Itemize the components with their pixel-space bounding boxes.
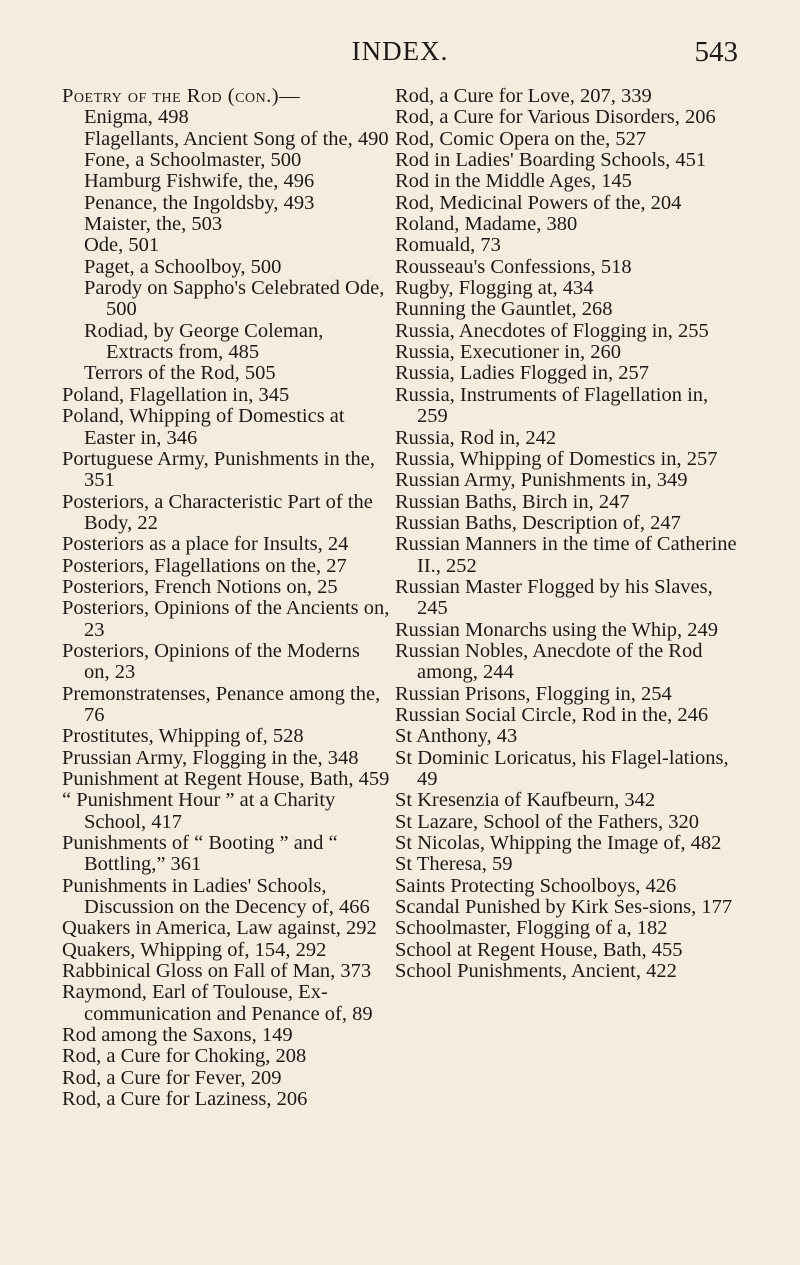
index-entry: Romuald, 73 bbox=[395, 234, 501, 257]
index-column-left bbox=[62, 86, 390, 1111]
index-subentry: Fone, a Schoolmaster, 500 bbox=[84, 149, 302, 172]
index-entry: Rugby, Flogging at, 434 bbox=[395, 277, 594, 300]
index-entry: Russian Monarchs using the Whip, 249 bbox=[395, 618, 719, 641]
index-entry: Quakers, Whipping of, 154, 292 bbox=[62, 938, 327, 961]
index-subentry: Parody on Sappho's Celebrated Ode, 500 bbox=[84, 277, 385, 321]
index-entry: Rod, Comic Opera on the, 527 bbox=[395, 127, 647, 150]
index-entry: “ Punishment Hour ” at a Charity School, 417 bbox=[62, 789, 336, 833]
index-entry: St Theresa, 59 bbox=[395, 853, 513, 876]
index-entry: Russia, Ladies Flogged in, 257 bbox=[395, 362, 649, 385]
index-entry: Russian Nobles, Anecdote of the Rod among, 244 bbox=[395, 639, 703, 684]
index-entry: Punishments in Ladies' Schools, Discussion on the Decency of, 466 bbox=[62, 874, 370, 919]
index-entry: Schoolmaster, Flogging of a, 182 bbox=[395, 917, 668, 940]
index-entry: Rousseau's Confessions, 518 bbox=[395, 255, 632, 278]
subentry-list bbox=[62, 107, 390, 384]
index-entry: Prussian Army, Flogging in the, 348 bbox=[62, 746, 359, 769]
index-entry: School at Regent House, Bath, 455 bbox=[395, 938, 683, 961]
running-title: INDEX. bbox=[351, 36, 449, 66]
index-entry: St Kresenzia of Kaufbeurn, 342 bbox=[395, 789, 656, 812]
index-subentry: Paget, a Schoolboy, 500 bbox=[84, 255, 282, 278]
index-entry: Russian Prisons, Flogging in, 254 bbox=[395, 682, 672, 705]
index-entry: Russian Baths, Birch in, 247 bbox=[395, 490, 630, 513]
entry-list-left bbox=[62, 385, 390, 1111]
index-entry: Russia, Anecdotes of Flogging in, 255 bbox=[395, 319, 709, 342]
index-entry: Rod, a Cure for Choking, 208 bbox=[62, 1045, 307, 1068]
index-entry: St Anthony, 43 bbox=[395, 725, 518, 748]
index-entry: Rod, Medicinal Powers of the, 204 bbox=[395, 191, 682, 214]
index-entry: Saints Protecting Schoolboys, 426 bbox=[395, 874, 677, 897]
index-entry: Rabbinical Gloss on Fall of Man, 373 bbox=[62, 960, 372, 983]
index-entry: Raymond, Earl of Toulouse, Ex-communication and Penance of, 89 bbox=[62, 981, 373, 1025]
index-entry: St Dominic Loricatus, his Flagel-lations, 49 bbox=[395, 746, 729, 790]
index-entry: Rod among the Saxons, 149 bbox=[62, 1024, 293, 1047]
index-subentry: Flagellants, Ancient Song of the, 490 bbox=[84, 127, 389, 150]
index-entry: Rod, a Cure for Laziness, 206 bbox=[62, 1088, 308, 1111]
index-entry: Russian Master Flogged by his Slaves, 245 bbox=[395, 575, 713, 620]
index-entry: Russian Social Circle, Rod in the, 246 bbox=[395, 703, 709, 726]
index-subentry: Enigma, 498 bbox=[84, 106, 189, 129]
index-subentry: Maister, the, 503 bbox=[84, 213, 223, 236]
index-entry: Rod in Ladies' Boarding Schools, 451 bbox=[395, 149, 707, 172]
index-entry: Roland, Madame, 380 bbox=[395, 213, 578, 236]
index-entry: Russia, Executioner in, 260 bbox=[395, 341, 622, 364]
index-subentry: Ode, 501 bbox=[84, 234, 160, 257]
index-entry: Posteriors, Flagellations on the, 27 bbox=[62, 554, 347, 577]
index-entry: Scandal Punished by Kirk Ses-sions, 177 bbox=[395, 896, 733, 919]
index-entry: Posteriors, French Notions on, 25 bbox=[62, 575, 338, 598]
index-entry: Poland, Flagellation in, 345 bbox=[62, 383, 290, 406]
index-column-right bbox=[395, 86, 740, 982]
index-entry: Russian Army, Punishments in, 349 bbox=[395, 469, 688, 492]
index-entry: Punishment at Regent House, Bath, 459 bbox=[62, 768, 390, 790]
index-entry: Portuguese Army, Punishments in the, 351 bbox=[62, 447, 375, 492]
index-entry: Poland, Whipping of Domestics at Easter in, 346 bbox=[62, 405, 345, 449]
index-subentry: Terrors of the Rod, 505 bbox=[84, 362, 276, 385]
index-subentry: Penance, the Ingoldsby, 493 bbox=[84, 191, 315, 214]
index-entry: Quakers in America, Law against, 292 bbox=[62, 917, 377, 940]
index-heading bbox=[62, 86, 390, 107]
index-entry: Posteriors as a place for Insults, 24 bbox=[62, 533, 349, 556]
index-entry: Prostitutes, Whipping of, 528 bbox=[62, 725, 304, 748]
index-entry: Posteriors, a Characteristic Part of the Body, 22 bbox=[62, 490, 373, 534]
index-entry: Rod, a Cure for Various Disorders, 206 bbox=[395, 106, 716, 129]
index-entry: Punishments of “ Booting ” and “ Bottling,” 361 bbox=[62, 832, 338, 876]
index-entry: Running the Gauntlet, 268 bbox=[395, 298, 613, 321]
page-number: 543 bbox=[694, 36, 738, 68]
index-entry: Rod, a Cure for Love, 207, 339 bbox=[395, 85, 652, 107]
index-entry: Rod in the Middle Ages, 145 bbox=[395, 170, 632, 193]
index-entry: Posteriors, Opinions of the Ancients on, 23 bbox=[62, 597, 390, 641]
index-entry: Russia, Whipping of Domestics in, 257 bbox=[395, 447, 718, 470]
index-entry: Premonstratenses, Penance among the, 76 bbox=[62, 682, 381, 726]
index-entry: Posteriors, Opinions of the Moderns on, 23 bbox=[62, 639, 360, 684]
index-entry: School Punishments, Ancient, 422 bbox=[395, 960, 677, 983]
index-entry: Rod, a Cure for Fever, 209 bbox=[62, 1066, 282, 1089]
index-entry: St Lazare, School of the Fathers, 320 bbox=[395, 810, 700, 833]
index-subentry: Hamburg Fishwife, the, 496 bbox=[84, 170, 315, 193]
page-header bbox=[0, 36, 800, 76]
heading-text: Poetry of the Rod (con.)— bbox=[62, 85, 301, 107]
index-entry: Russian Manners in the time of Catherine II., 252 bbox=[395, 533, 737, 577]
index-entry: Russia, Instruments of Flagellation in, 259 bbox=[395, 383, 709, 428]
index-entry: Russian Baths, Description of, 247 bbox=[395, 511, 681, 534]
entry-list-right bbox=[395, 86, 740, 982]
index-entry: Russia, Rod in, 242 bbox=[395, 426, 557, 449]
index-entry: St Nicolas, Whipping the Image of, 482 bbox=[395, 832, 722, 855]
index-subentry: Rodiad, by George Coleman, Extracts from, 485 bbox=[84, 319, 324, 364]
